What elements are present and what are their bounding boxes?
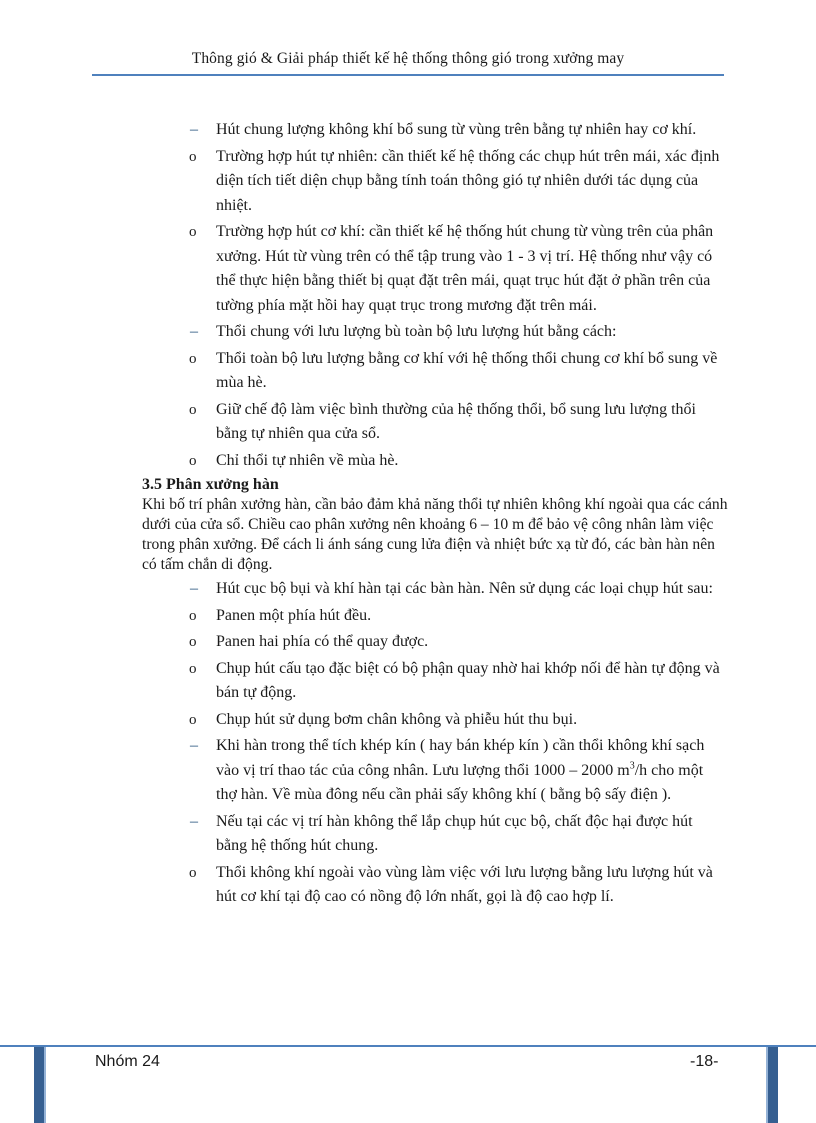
section-intro-paragraph: Khi bố trí phân xưởng hàn, cần bảo đảm khả năng thổi tự nhiên không khí ngoài qua các cánh dưới của cửa sổ. Chiều cao phân xưởng nên khoảng 6 – 10 m để bảo vệ công nhân làm việc trong phân xưởng. Để cách li ánh sáng cung lửa điện và nhiệt bức xạ từ đó, các bàn hàn nên có tấm chắn di động. <box>142 496 728 573</box>
page-body <box>0 118 816 912</box>
list-item-text: Thổi không khí ngoài vào vùng làm việc với lưu lượng bằng lưu lượng hút và hút cơ khí tại độ cao có nồng độ lớn nhất, gọi là độ cao hợp lí. <box>216 863 713 905</box>
list-item-text: Hút chung lượng không khí bổ sung từ vùng trên bằng tự nhiên hay cơ khí. <box>216 121 697 138</box>
list-item-text: Khi hàn trong thể tích khép kín ( hay bán khép kín ) cần thổi không khí sạch vào vị trí thao tác của công nhân. Lưu lượng thổi 1000 – 2000 $m^3/h$ cho một thợ hàn. Về mùa đông nếu cần phải sấy không khí ( bằng bộ sấy điện ). <box>216 737 705 803</box>
list-item-text: Panen hai phía có thể quay được. <box>216 633 429 650</box>
list-item <box>0 577 816 602</box>
section-ventilation-list <box>0 118 816 473</box>
footer-right-bar <box>768 1047 778 1123</box>
footer-left-bar <box>34 1047 44 1123</box>
circle-bullet: o <box>189 660 197 677</box>
list-item <box>0 220 816 318</box>
list-item <box>0 810 816 859</box>
list-item <box>0 347 816 396</box>
circle-bullet: o <box>189 452 197 469</box>
section-heading: 3.5 Phân xưởng hàn <box>142 476 279 493</box>
circle-bullet: o <box>189 350 197 367</box>
list-item-text: Nếu tại các vị trí hàn không thể lắp chụp hút cục bộ, chất độc hại được hút bằng hệ thống hút chung. <box>216 812 693 854</box>
circle-bullet: o <box>189 634 197 650</box>
dash-bullet: – <box>190 580 198 597</box>
page-header-title: Thông gió & Giải pháp thiết kế hệ thống thông gió trong xưởng may <box>191 50 625 67</box>
list-item <box>0 449 816 474</box>
list-item <box>0 604 816 629</box>
general-exhaust-list <box>0 810 816 910</box>
circle-bullet: o <box>189 401 197 418</box>
list-item-text: Trường hợp hút cơ khí: cần thiết kế hệ thống hút chung từ vùng trên của phân xưởng. Hút từ vùng trên có thể tập trung vào 1 - 3 vị trí. Hệ thống như vậy có thể thực hiện bằng thiết bị quạt đặt trên mái, quạt trục hút đặt ở phần trên của tường phía mặt hồi hay quạt trục trong mương đặt trên mái. <box>216 223 714 314</box>
list-item <box>0 657 816 706</box>
list-item-text: Giữ chế độ làm việc bình thường của hệ thống thổi, bổ sung lưu lượng thổi bằng tự nhiên qua cửa sổ. <box>216 400 696 442</box>
circle-bullet: o <box>189 224 197 240</box>
list-item <box>0 118 816 143</box>
footer-page-number: -18- <box>690 1053 719 1070</box>
list-item-text: Panen một phía hút đều. <box>216 606 372 624</box>
dash-bullet: – <box>190 323 198 340</box>
list-item-text: Chụp hút cấu tạo đặc biệt có bộ phận quay nhờ hai khớp nối để hàn tự động và bán tự động. <box>216 659 720 701</box>
list-item-text: Hút cục bộ bụi và khí hàn tại các bàn hàn. Nên sử dụng các loại chụp hút sau: <box>216 580 713 597</box>
list-item-text: Thổi toàn bộ lưu lượng bằng cơ khí với hệ thống thổi chung cơ khí bổ sung về mùa hè. <box>216 349 718 391</box>
list-item <box>0 320 816 345</box>
footer-right-bar-inner <box>766 1047 768 1123</box>
circle-bullet: o <box>189 148 197 165</box>
footer-left-bar-inner <box>44 1047 46 1123</box>
dash-bullet: – <box>190 737 198 754</box>
circle-bullet: o <box>189 607 197 624</box>
header-divider <box>92 74 724 76</box>
list-item <box>0 145 816 219</box>
list-item <box>0 630 816 655</box>
circle-bullet: o <box>189 711 197 728</box>
footer-divider <box>0 1045 816 1047</box>
welding-hood-list <box>0 577 816 732</box>
list-item-text: Thổi chung với lưu lượng bù toàn bộ lưu lượng hút bằng cách: <box>216 323 617 340</box>
list-item <box>0 861 816 910</box>
list-item-text: Trường hợp hút tự nhiên: cần thiết kế hệ thống các chụp hút trên mái, xác định diện tích tiết diện chụp bằng tính toán thông gió tự nhiên dưới tác dụng của nhiệt. <box>216 147 720 214</box>
list-item-text: Chỉ thổi tự nhiên về mùa hè. <box>216 451 399 469</box>
circle-bullet: o <box>189 864 197 881</box>
list-item <box>0 734 816 808</box>
footer-group-name: Nhóm 24 <box>95 1053 160 1070</box>
dash-bullet: – <box>190 121 198 138</box>
dash-bullet: – <box>190 812 198 830</box>
list-item-text: Chụp hút sử dụng bơm chân không và phiễu hút thu bụi. <box>216 710 578 728</box>
list-item <box>0 708 816 733</box>
list-item <box>0 398 816 447</box>
